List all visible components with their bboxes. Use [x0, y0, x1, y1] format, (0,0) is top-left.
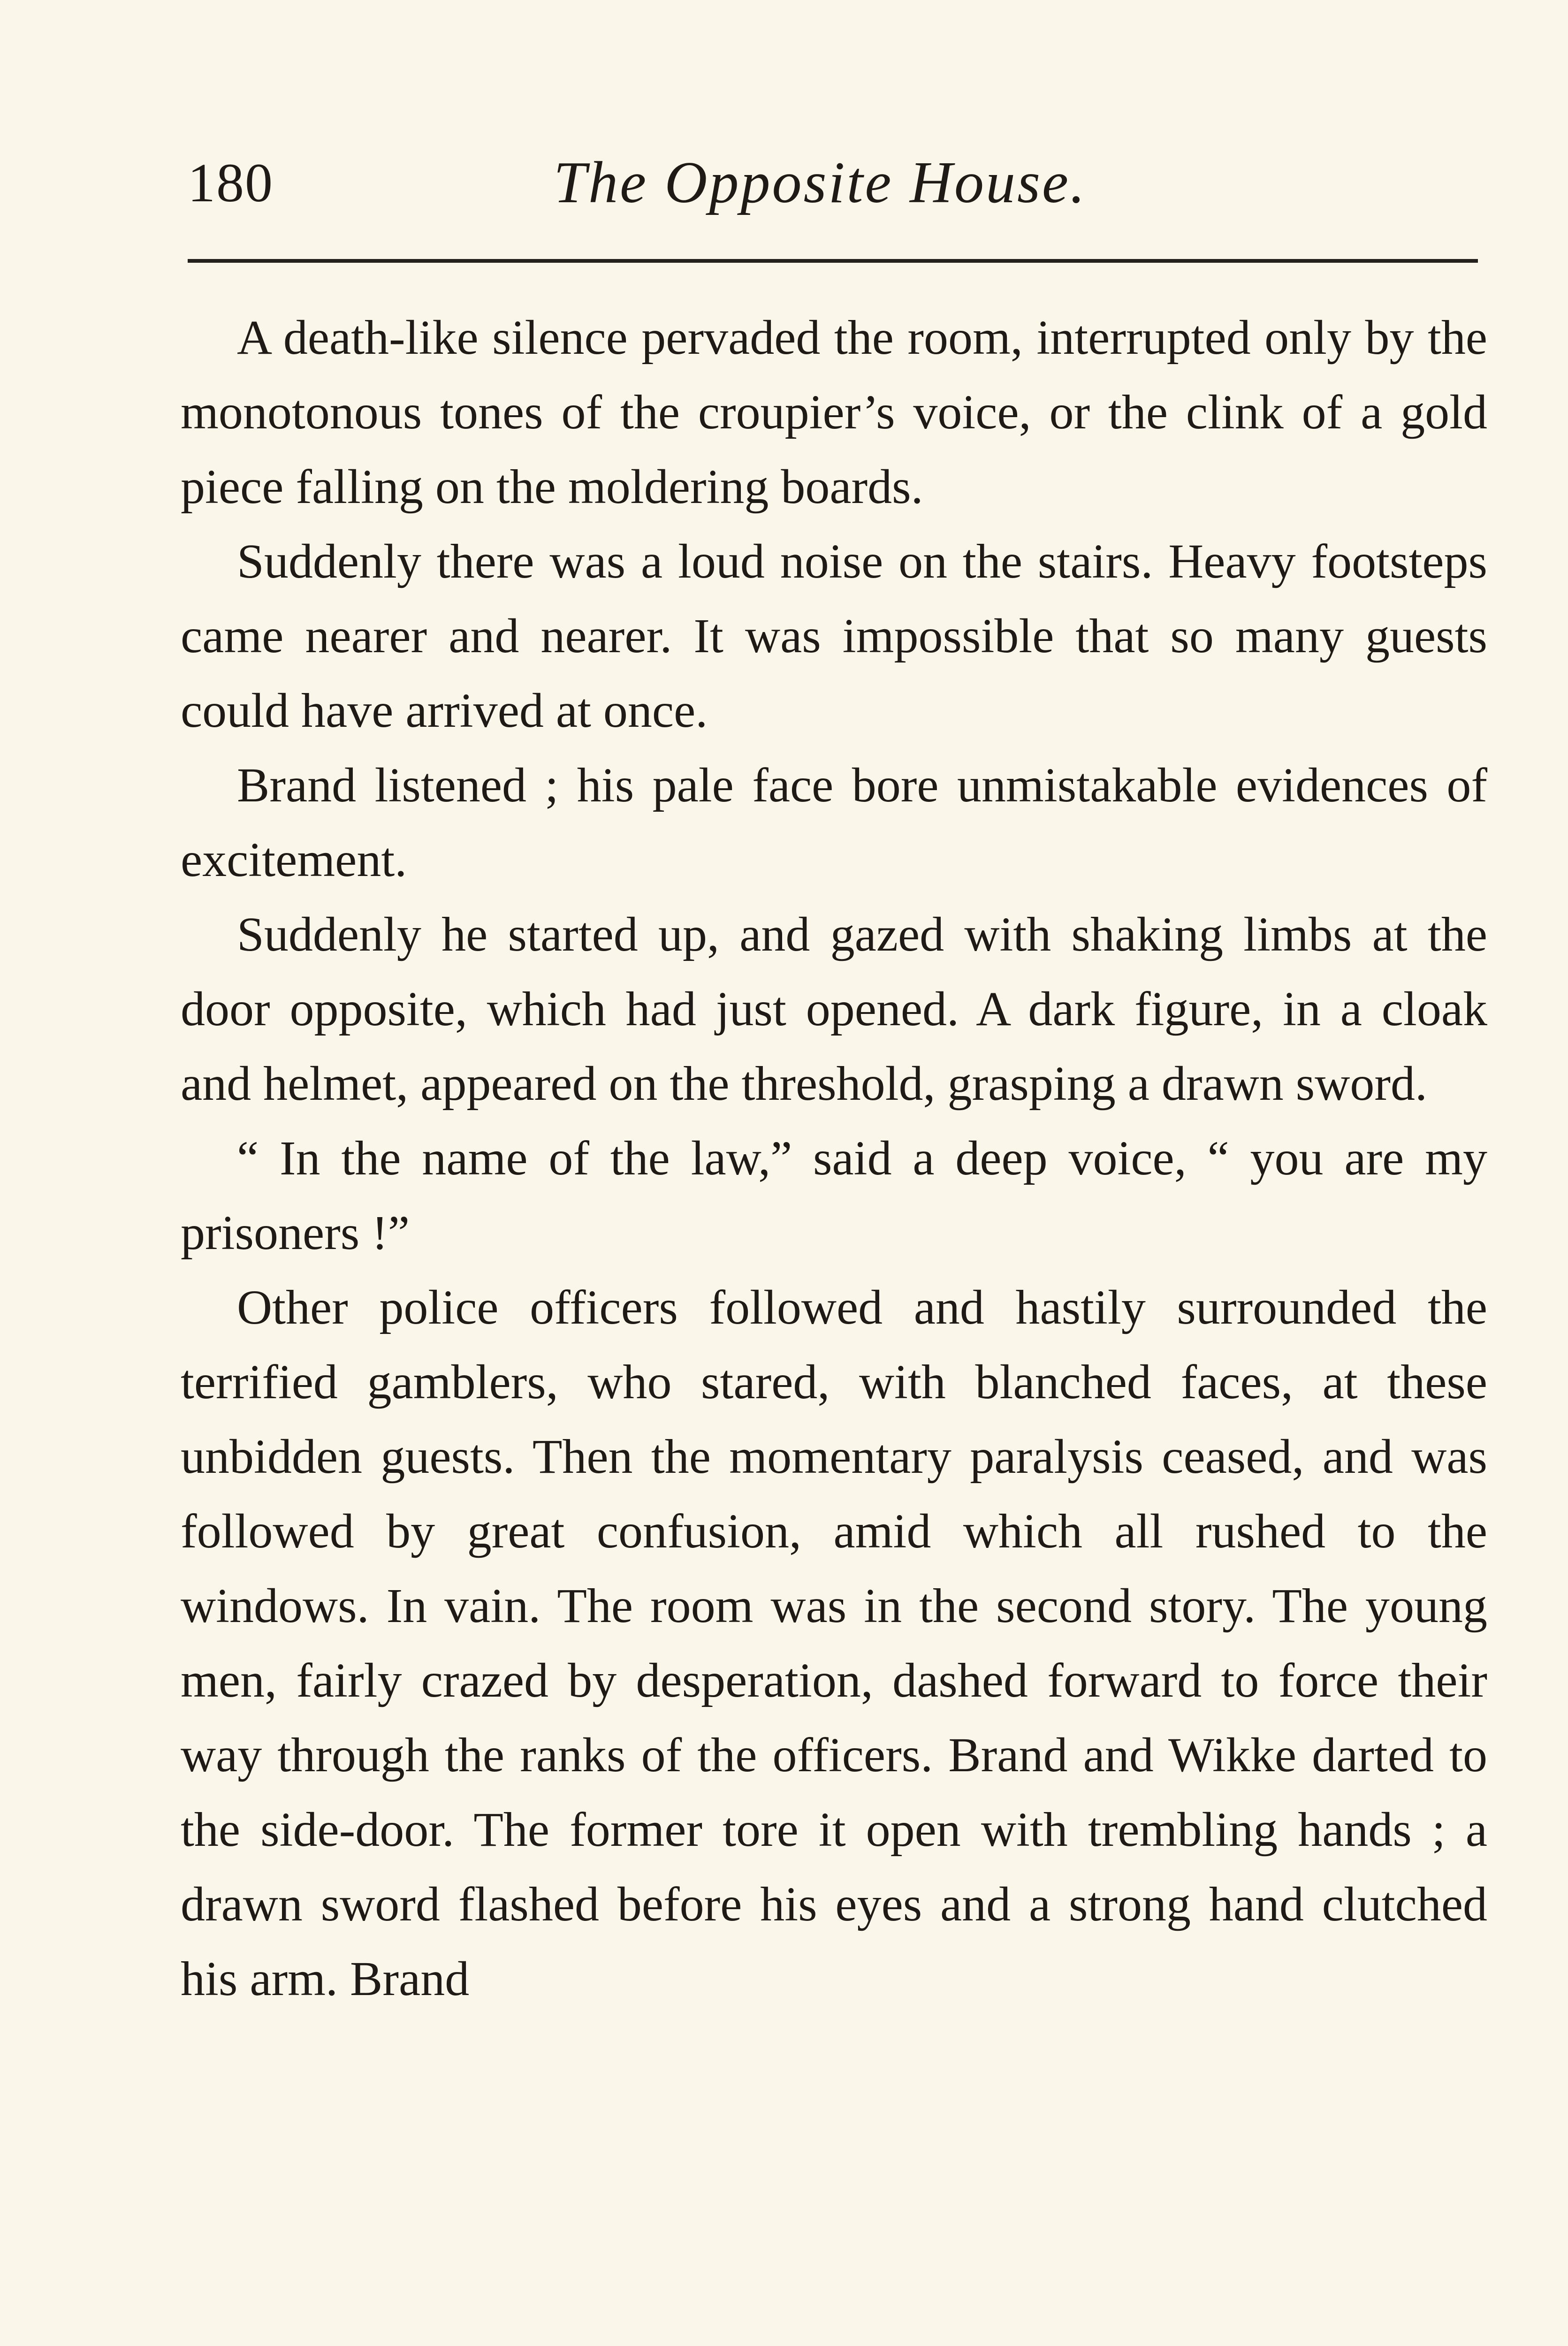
paragraph: Suddenly he started up, and gazed with shaking limbs at the door opposite, which had just opened. A dark figure, in a cloak and helmet, appeared on the threshold, grasping a drawn sword.: [181, 907, 1487, 1111]
header-rule: [188, 259, 1478, 263]
page-header: [188, 145, 1478, 221]
running-title: The Opposite House.: [554, 150, 1087, 215]
paragraph: Brand listened ; his pale face bore unmistakable evidences of excitement.: [181, 758, 1487, 887]
paragraph: Suddenly there was a loud noise on the stairs. Heavy footsteps came nearer and nearer. It was impossible that so many guests could have arrived at once.: [181, 534, 1487, 738]
paragraph: A death-like silence pervaded the room, interrupted only by the monotonous tones of the croupier’s voice, or the clink of a gold piece falling on the moldering boards.: [181, 311, 1487, 514]
page-number: 180: [188, 152, 274, 213]
paragraph: “ In the name of the law,” said a deep voice, “ you are my prisoners !”: [181, 1131, 1487, 1260]
paragraph: Other police officers followed and hastily surrounded the terrified gamblers, who stared, with blanched faces, at these unbidden guests. Then the momentary paralysis ceased, and was followed by great confusion, amid which all rushed to the windows. In vain. The room was in the second story. The young men, fairly crazed by desperation, dashed forward to force their way through the ranks of the officers. Brand and Wikke darted to the side-door. The former tore it open with trembling hands ; a drawn sword flashed before his eyes and a strong hand clutched his arm. Brand: [181, 1280, 1487, 2006]
body-text: [181, 300, 1487, 2016]
